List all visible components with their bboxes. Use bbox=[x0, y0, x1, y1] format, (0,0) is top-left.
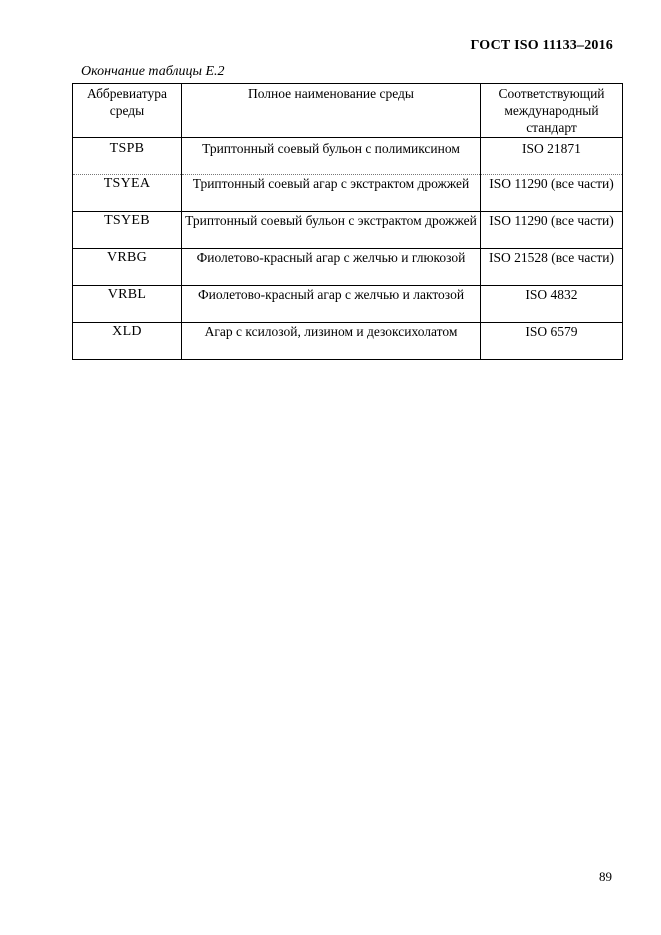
cell-full-name: Триптонный соевый бульон с экстрактом дрожжей bbox=[182, 212, 481, 249]
table-row bbox=[73, 323, 623, 360]
cell-standard: ISO 4832 bbox=[481, 286, 623, 323]
page-number: 89 bbox=[599, 869, 612, 884]
cell-full-name: Триптонный соевый бульон с полимиксином bbox=[182, 138, 481, 175]
cell-abbreviation: VRBG bbox=[73, 249, 182, 286]
table-caption: Окончание таблицы Е.2 bbox=[81, 64, 225, 79]
cell-standard: ISO 21871 bbox=[481, 138, 623, 175]
cell-full-name: Фиолетово-красный агар с желчью и глюкозой bbox=[182, 249, 481, 286]
cell-standard: ISO 6579 bbox=[481, 323, 623, 360]
cell-full-name: Фиолетово-красный агар с желчью и лактозой bbox=[182, 286, 481, 323]
cell-abbreviation: TSYEA bbox=[73, 175, 182, 212]
cell-standard: ISO 21528 (все части) bbox=[481, 249, 623, 286]
column-header-full-name: Полное наименование среды bbox=[182, 84, 481, 138]
cell-standard: ISO 11290 (все части) bbox=[481, 175, 623, 212]
table-row bbox=[73, 212, 623, 249]
cell-abbreviation: XLD bbox=[73, 323, 182, 360]
cell-standard: ISO 11290 (все части) bbox=[481, 212, 623, 249]
table-row bbox=[73, 175, 623, 212]
table-row bbox=[73, 286, 623, 323]
table-header-row bbox=[73, 84, 623, 138]
cell-full-name: Триптонный соевый агар с экстрактом дрожжей bbox=[182, 175, 481, 212]
column-header-standard: Соответствующий международный стандарт bbox=[481, 84, 623, 138]
document-standard-header: ГОСТ ISO 11133–2016 bbox=[470, 38, 613, 53]
media-table bbox=[72, 83, 623, 360]
cell-full-name: Агар с ксилозой, лизином и дезоксихолатом bbox=[182, 323, 481, 360]
cell-abbreviation: VRBL bbox=[73, 286, 182, 323]
column-header-abbreviation: Аббревиатура среды bbox=[73, 84, 182, 138]
table-row bbox=[73, 249, 623, 286]
cell-abbreviation: TSPB bbox=[73, 138, 182, 175]
table-row bbox=[73, 138, 623, 175]
cell-abbreviation: TSYEB bbox=[73, 212, 182, 249]
